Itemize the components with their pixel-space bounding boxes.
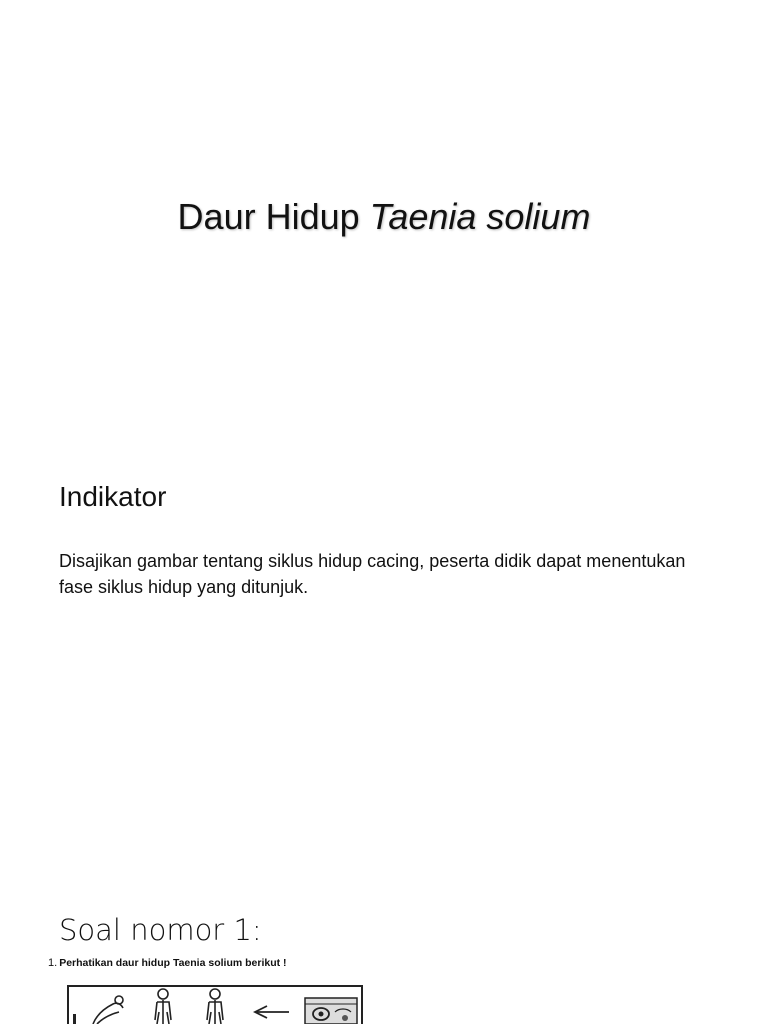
arrow-left-icon — [255, 1006, 289, 1018]
indicator-heading: Indikator — [59, 481, 167, 512]
person-icon — [155, 989, 171, 1024]
pork-meat-icon — [305, 998, 357, 1024]
lifecycle-figure — [67, 984, 363, 1024]
person-icon — [207, 989, 223, 1024]
reclining-person-icon — [93, 996, 123, 1024]
slide-title — [0, 192, 768, 242]
question-heading: Soal nomor 1: — [59, 913, 262, 947]
figure-marker — [73, 1014, 76, 1024]
question-number: 1. — [48, 957, 58, 969]
indicator-text: Disajikan gambar tentang siklus hidup cacing, peserta didik dapat menentukan fase siklus hidup yang ditunjuk. — [59, 551, 686, 597]
title-species: Taenia solium — [369, 196, 591, 237]
question-text: Perhatikan daur hidup Taenia solium berikut ! — [59, 957, 287, 969]
question-line — [48, 955, 287, 971]
lifecycle-diagram — [67, 984, 363, 1024]
title-plain: Daur Hidup — [177, 196, 370, 237]
